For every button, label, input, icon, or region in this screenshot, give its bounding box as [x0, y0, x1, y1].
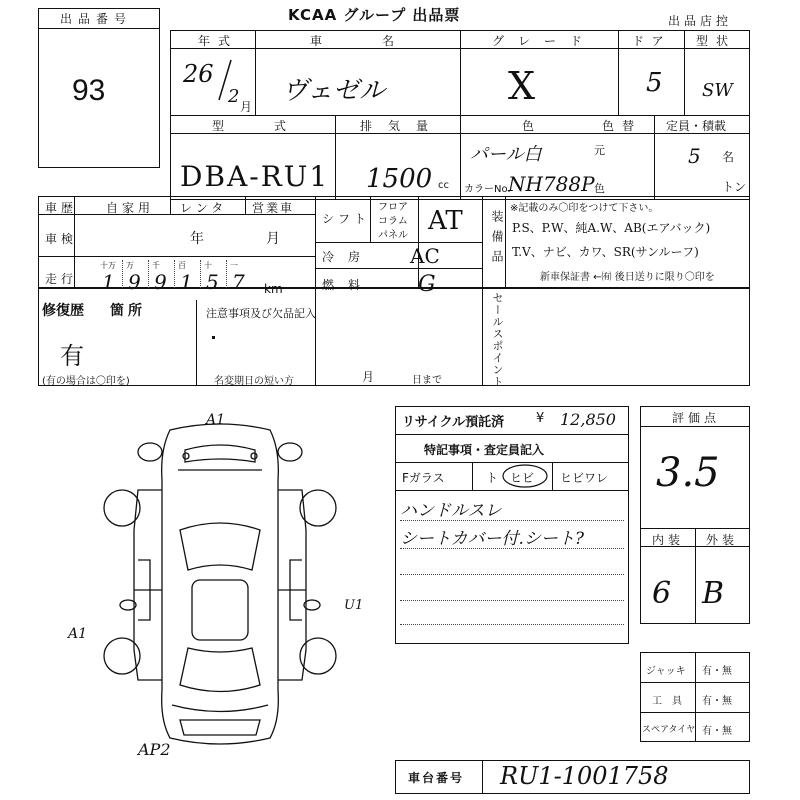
- year-label: 年式: [198, 34, 239, 48]
- recycle-amount: 12,850: [560, 410, 616, 429]
- exterior-value: B: [702, 576, 725, 611]
- evaluation-label: 評価点: [672, 411, 721, 425]
- doors-label: ドア: [632, 34, 672, 48]
- special-label: 特記事項・査定員記入: [424, 443, 545, 457]
- load-unit: トン: [722, 180, 747, 194]
- damage-mark-left: A1: [68, 626, 88, 642]
- mileage-header: 十: [204, 261, 212, 270]
- glass-option-circle: [500, 462, 550, 490]
- mileage-digit: 9: [128, 270, 141, 294]
- remarks-label: 注意事項及び欠品記入: [206, 307, 316, 320]
- inspection-month-unit: 月: [266, 231, 280, 247]
- capacity-unit: 名: [722, 150, 735, 164]
- repair-label: 修復歴: [42, 303, 84, 319]
- inspection-label: 車検: [45, 232, 78, 246]
- tool-value[interactable]: 有・無: [702, 696, 732, 707]
- exterior-label: 外装: [706, 533, 739, 547]
- displacement-value: 1500: [366, 164, 433, 194]
- car-diagram: [90, 420, 350, 750]
- evaluation-score: 3.5: [656, 450, 720, 496]
- jack-value[interactable]: 有・無: [702, 666, 732, 677]
- transfer-day: 日まで: [412, 375, 442, 386]
- history-rental[interactable]: レンタ: [180, 201, 228, 215]
- shift-label: シフト: [322, 212, 371, 226]
- history-private[interactable]: 自家用: [106, 201, 155, 215]
- jack-label: ジャッキ: [646, 666, 686, 677]
- fuel-label: 燃料: [322, 278, 375, 292]
- equipment-label: 装備品: [490, 210, 504, 270]
- repair-value: 有: [60, 342, 84, 370]
- glass-option-split[interactable]: ヒビワレ: [560, 471, 609, 485]
- glass-option-to[interactable]: ト: [486, 471, 499, 485]
- special-note-1: ハンドルスレ: [400, 501, 502, 521]
- glass-option-crack[interactable]: ヒビ: [510, 471, 535, 485]
- model-value: DBA-RU1: [180, 160, 330, 193]
- mileage-digit: 7: [232, 270, 245, 294]
- interior-value: 6: [652, 576, 672, 611]
- damage-mark-front: A1: [206, 412, 226, 428]
- month-value: 2: [228, 86, 240, 107]
- mileage-digit: 1: [102, 270, 115, 294]
- spare-label: スペアタイヤ: [642, 725, 696, 735]
- damage-mark-right: U1: [344, 598, 364, 613]
- sales-point-label: セールスポイント: [491, 292, 504, 388]
- glass-label: Fガラス: [402, 471, 445, 485]
- shift-panel[interactable]: パネル: [378, 230, 408, 241]
- shift-value: AT: [428, 206, 463, 236]
- repair-location-label: 箇所: [110, 303, 146, 319]
- model-label: 型式: [212, 119, 337, 133]
- color-suffix: 元: [594, 144, 605, 157]
- name-label: 車名: [310, 34, 455, 48]
- mileage-digit: 9: [154, 270, 167, 294]
- shift-floor[interactable]: フロア: [378, 202, 408, 213]
- mileage-label: 走行: [45, 272, 78, 286]
- month-unit: 月: [240, 100, 253, 114]
- interior-label: 内装: [652, 533, 685, 547]
- shape-label: 型状: [696, 34, 737, 48]
- shape-value: SW: [702, 80, 733, 101]
- capacity-value: 5: [688, 144, 701, 168]
- color-label: 色: [522, 119, 535, 133]
- displacement-unit: cc: [438, 180, 449, 191]
- chassis-label: 車台番号: [408, 771, 465, 785]
- lot-number: 93: [72, 74, 106, 107]
- mileage-header: 百: [178, 261, 186, 270]
- mileage-digit: 5: [206, 270, 219, 294]
- equipment-line1: P.S、P.W、純A.W、AB(エアバック): [512, 221, 711, 235]
- history-commercial[interactable]: 営業車: [252, 201, 295, 215]
- mileage-header: 千: [152, 261, 160, 270]
- special-note-2: シートカバー付.シート?: [400, 529, 585, 549]
- tool-label: 工具: [652, 696, 692, 707]
- color-no-suffix: 色: [594, 182, 605, 195]
- form-title: KCAA グループ 出品票: [288, 6, 461, 24]
- cooling-value: AC: [410, 244, 440, 268]
- mileage-unit: km: [264, 282, 283, 296]
- inspection-year-unit: 年: [190, 231, 204, 247]
- mileage-header: 十万: [100, 261, 116, 270]
- grade-label: グレード: [492, 34, 597, 48]
- recycle-currency: ¥: [536, 411, 545, 426]
- history-label: 車歴: [45, 201, 78, 215]
- equipment-note: ※記載のみ〇印をつけて下さい。: [510, 203, 659, 214]
- equipment-line2: T.V、ナビ、カワ、SR(サンルーフ): [512, 245, 699, 259]
- displacement-label: 排気量: [360, 119, 445, 133]
- recycle-label: リサイクル預託済: [402, 415, 505, 430]
- mileage-header: 万: [126, 261, 134, 270]
- doors-value: 5: [646, 68, 663, 98]
- capacity-label: 定員・積載: [666, 119, 727, 133]
- vehicle-name: ヴェゼル: [282, 76, 385, 106]
- color-value: パール白: [470, 144, 542, 165]
- color-no-value: NH788P: [508, 172, 595, 196]
- shift-column[interactable]: コラム: [378, 216, 408, 227]
- warranty-note: 新車保証書 ←㈲ 後日送りに限り〇印を: [540, 272, 715, 283]
- spare-value[interactable]: 有・無: [702, 726, 732, 737]
- remarks-dot: [212, 336, 215, 339]
- repair-note: (有の場合は〇印を): [42, 376, 130, 387]
- damage-mark-rear: AP2: [138, 740, 171, 759]
- color-change-label: 色替: [602, 119, 643, 133]
- mileage-header: 一: [230, 261, 238, 270]
- fuel-value: G: [418, 272, 436, 297]
- store-control-label: 出品店控: [668, 14, 733, 28]
- chassis-value: RU1-1001758: [500, 762, 669, 790]
- color-no-label: カラーNo.: [464, 184, 511, 195]
- cooling-label: 冷房: [322, 250, 375, 264]
- transfer-label: 名変期日の短い方: [214, 376, 294, 387]
- mileage-digit: 1: [180, 270, 193, 294]
- grade-value: X: [508, 64, 536, 108]
- transfer-month: 月: [362, 370, 375, 384]
- lot-number-label: 出品番号: [60, 12, 133, 26]
- year-value: 26: [183, 60, 214, 88]
